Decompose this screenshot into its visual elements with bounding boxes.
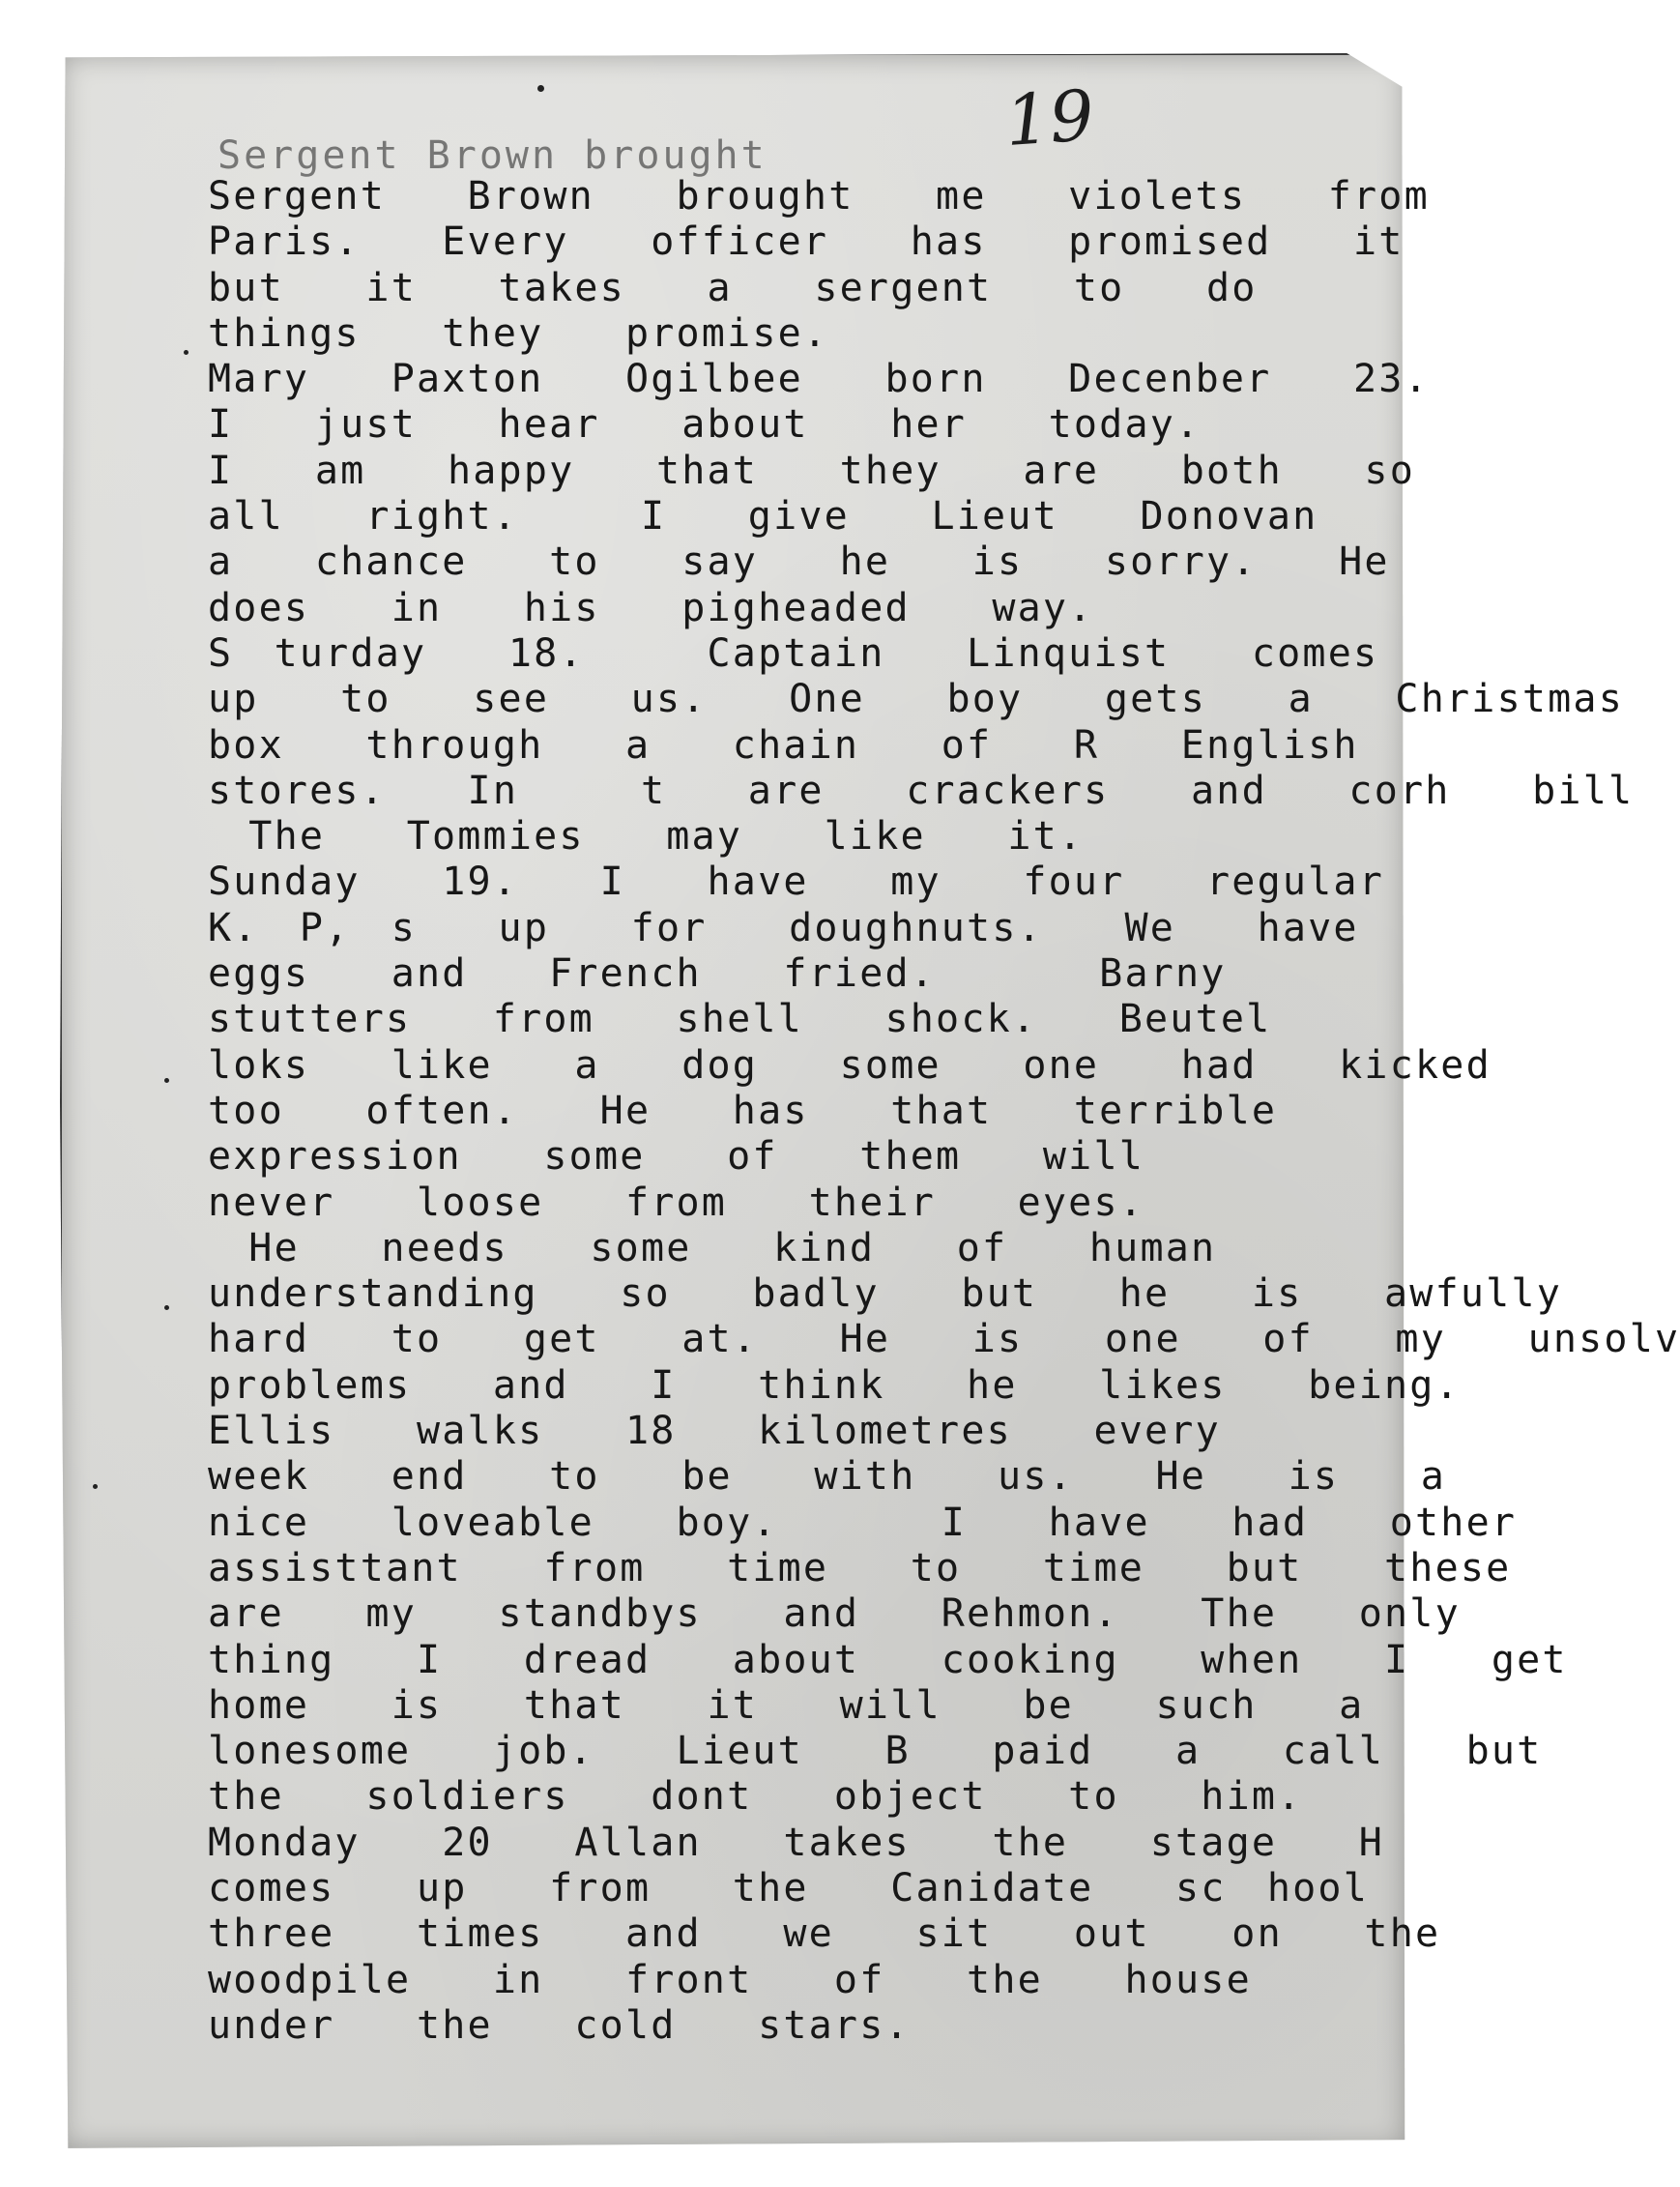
text-line: expression some of them will bbox=[208, 1134, 1145, 1180]
text-line: woodpile in front of the house bbox=[208, 1957, 1252, 2002]
text-line: loks like a dog some one had kicked bbox=[208, 1042, 1492, 1088]
text-line: are my standbys and Rehmon. The only bbox=[208, 1591, 1461, 1637]
ink-speck bbox=[184, 350, 188, 355]
text-line: Monday 20 Allan takes the stage H bbox=[208, 1820, 1384, 1865]
text-line: three times and we sit out on the bbox=[208, 1911, 1441, 1957]
text-line: all right. I give Lieut Donovan bbox=[208, 494, 1318, 539]
text-line: comes up from the Canidate sc hool bbox=[208, 1865, 1369, 1910]
bleed-through-line: Sergent Brown brought bbox=[217, 133, 768, 178]
ink-speck bbox=[537, 85, 544, 92]
text-line: understanding so badly but he is awfully bbox=[208, 1271, 1562, 1317]
text-line: Ellis walks 18 kilometres every bbox=[208, 1409, 1221, 1454]
text-line: box through a chain of R English bbox=[208, 722, 1359, 768]
text-line: but it takes a sergent to do bbox=[208, 265, 1258, 310]
text-line: hard to get at. He is one of my unsolv bbox=[208, 1317, 1680, 1362]
text-line: S turday 18. Captain Linquist comes bbox=[208, 630, 1379, 676]
text-line: Mary Paxton Ogilbee born Decenber 23. bbox=[208, 357, 1430, 402]
ink-speck bbox=[164, 1078, 169, 1083]
text-line: stutters from shell shock. Beutel bbox=[208, 997, 1272, 1042]
text-line: stores. In t are crackers and corh bill bbox=[208, 768, 1635, 813]
text-line: The Tommies may like it. bbox=[208, 814, 1085, 860]
text-line: eggs and French fried. Barny bbox=[208, 951, 1227, 997]
text-line: K. P, s up for doughnuts. We have bbox=[208, 905, 1359, 950]
ink-speck bbox=[164, 1305, 169, 1310]
text-line: the soldiers dont object to him. bbox=[208, 1774, 1303, 1820]
text-line: too often. He has that terrible bbox=[208, 1088, 1278, 1133]
text-line: Sunday 19. I have my four regular bbox=[208, 860, 1384, 905]
typewritten-text bbox=[208, 174, 1680, 2049]
text-line: thing I dread about cooking when I get bbox=[208, 1637, 1568, 1682]
text-line: never loose from their eyes. bbox=[208, 1180, 1145, 1225]
handwritten-page-number: 19 bbox=[1002, 73, 1097, 162]
text-line: under the cold stars. bbox=[208, 2002, 911, 2048]
text-line: nice loveable boy. I have had other bbox=[208, 1500, 1518, 1545]
text-line: home is that it will be such a bbox=[208, 1682, 1365, 1728]
text-line: things they promise. bbox=[208, 310, 829, 356]
text-line: problems and I think he likes being. bbox=[208, 1362, 1461, 1408]
text-line: does in his pigheaded way. bbox=[208, 585, 1094, 630]
text-line: I just hear about her today. bbox=[208, 402, 1202, 448]
text-line: Sergent Brown brought me violets from bbox=[208, 174, 1430, 219]
text-line: a chance to say he is sorry. He bbox=[208, 539, 1390, 585]
text-line: up to see us. One boy gets a Christmas bbox=[208, 677, 1624, 722]
text-line: assisttant from time to time but these bbox=[208, 1545, 1512, 1590]
ink-speck bbox=[93, 1484, 98, 1489]
text-line: Paris. Every officer has promised it bbox=[208, 219, 1405, 265]
text-line: week end to be with us. He is a bbox=[208, 1454, 1446, 1500]
text-line: lonesome job. Lieut B paid a call but bbox=[208, 1729, 1543, 1774]
text-line: I am happy that they are both so bbox=[208, 448, 1415, 493]
text-line: He needs some kind of human bbox=[208, 1225, 1217, 1270]
